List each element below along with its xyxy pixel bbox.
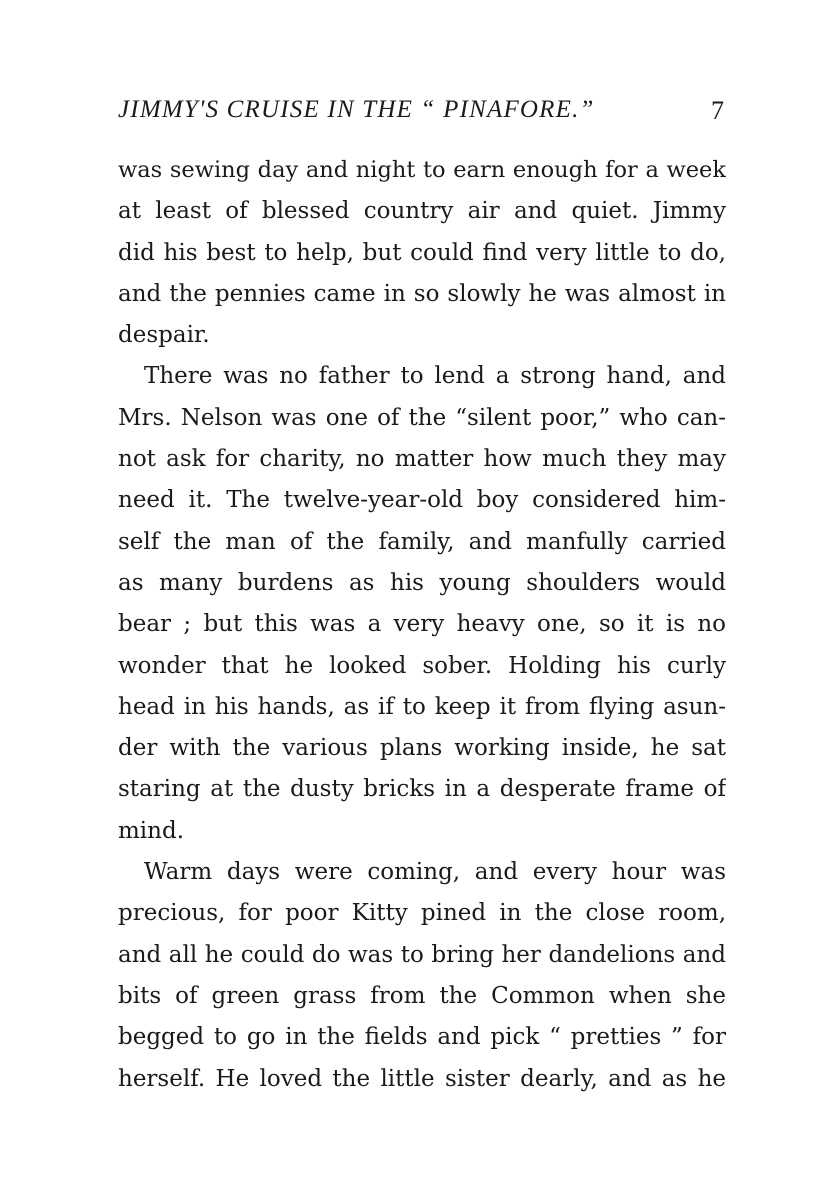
text-line: at least of blessed country air and quiet. Jimmy: [118, 198, 726, 225]
text-line: not ask for charity, no matter how much they may: [118, 446, 726, 473]
text-line: staring at the dusty bricks in a desperate frame of: [118, 776, 726, 803]
text-line: bits of green grass from the Common when she: [118, 982, 726, 1009]
text-line: and all he could do was to bring her dandelions and: [118, 941, 726, 968]
body-text: [118, 150, 726, 1100]
text-line: der with the various plans working inside, he sat: [118, 735, 726, 762]
text-line: head in his hands, as if to keep it from flying asun-: [118, 693, 726, 720]
text-line: wonder that he looked sober. Holding his curly: [118, 652, 726, 679]
running-title: JIMMY'S CRUISE IN THE “ PINAFORE.”: [118, 96, 595, 123]
text-line: precious, for poor Kitty pined in the close room,: [118, 900, 726, 927]
text-line: as many burdens as his young shoulders would: [118, 569, 726, 596]
paragraph: [118, 356, 726, 852]
page-number: 7: [711, 96, 724, 125]
text-line: need it. The twelve-year-old boy considered him-: [118, 487, 726, 514]
text-line: self the man of the family, and manfully carried: [118, 528, 726, 555]
text-line: There was no father to lend a strong hand, and: [144, 363, 726, 390]
text-line: bear ; but this was a very heavy one, so it is no: [118, 611, 726, 638]
text-line: begged to go in the fields and pick “ pretties ” for: [118, 1024, 726, 1051]
text-line: Mrs. Nelson was one of the “silent poor,” who can-: [118, 404, 726, 431]
running-head: [118, 96, 726, 132]
paragraph: [118, 852, 726, 1100]
paragraph: [118, 150, 726, 356]
text-line: mind.: [118, 817, 185, 844]
text-line: did his best to help, but could find very little to do,: [118, 239, 726, 266]
text-line: and the pennies came in so slowly he was almost in: [118, 280, 726, 307]
text-line: despair.: [118, 322, 210, 349]
text-line: herself. He loved the little sister dearly, and as he: [118, 1065, 726, 1092]
text-line: Warm days were coming, and every hour was: [144, 859, 726, 886]
text-line: was sewing day and night to earn enough for a week: [118, 157, 726, 183]
